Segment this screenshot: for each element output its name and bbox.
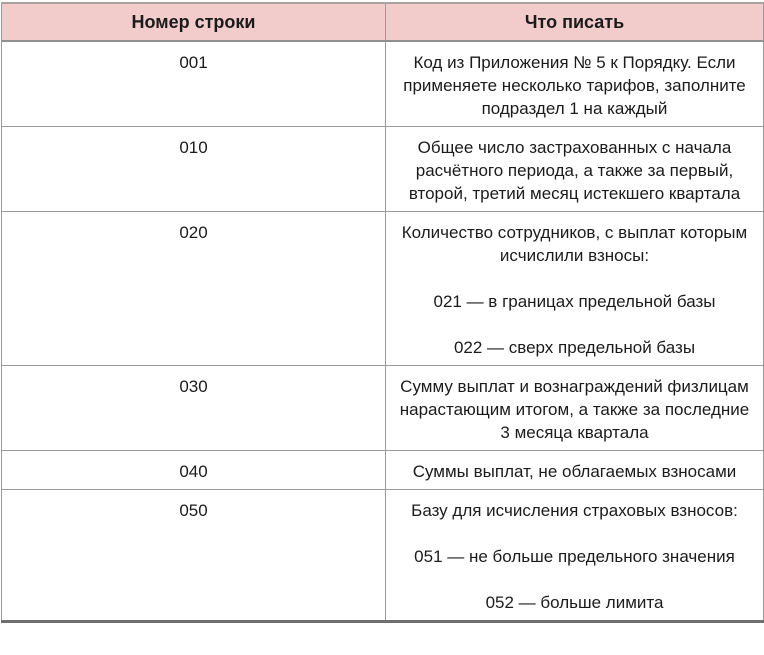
description-paragraph: Базу для исчисления страховых взносов: (411, 501, 738, 520)
line-number-cell: 050 (2, 490, 386, 622)
line-number-cell: 001 (2, 41, 386, 127)
description-cell (386, 490, 764, 622)
description-paragraph: Сумму выплат и вознаграждений физлицам нарастающим итогом, а также за последние 3 месяца квартала (399, 377, 750, 442)
description-paragraph: Количество сотрудников, с выплат которым исчислили взносы: (401, 223, 748, 265)
description-paragraph: 021 — в границах предельной базы (433, 292, 716, 311)
description-paragraph: 051 — не больше предельного значения (414, 547, 735, 566)
description-paragraph: 022 — сверх предельной базы (453, 338, 696, 357)
table-header-row (2, 3, 764, 41)
table-row (2, 366, 764, 451)
column-header-line-number: Номер строки (2, 3, 386, 41)
line-number-cell: 030 (2, 366, 386, 451)
column-header-what-to-write: Что писать (386, 3, 764, 41)
description-paragraph: Код из Приложения № 5 к Порядку. Если применяете несколько тарифов, заполните подраздел 1 на каждый (403, 53, 746, 118)
description-cell (386, 41, 764, 127)
description-cell (386, 127, 764, 212)
description-cell (386, 212, 764, 366)
line-number-cell: 010 (2, 127, 386, 212)
line-number-cell: 040 (2, 451, 386, 490)
description-paragraph: Суммы выплат, не облагаемых взносами (412, 462, 737, 481)
line-number-cell: 020 (2, 212, 386, 366)
description-cell (386, 451, 764, 490)
table-row (2, 451, 764, 490)
table-row (2, 41, 764, 127)
description-paragraph: 052 — больше лимита (485, 593, 664, 612)
table-row (2, 127, 764, 212)
table-row (2, 212, 764, 366)
report-lines-table (1, 2, 764, 623)
table-row (2, 490, 764, 622)
description-paragraph: Общее число застрахованных с начала расчётного периода, а также за первый, второй, третий месяц истекшего квартала (408, 138, 741, 203)
description-cell (386, 366, 764, 451)
